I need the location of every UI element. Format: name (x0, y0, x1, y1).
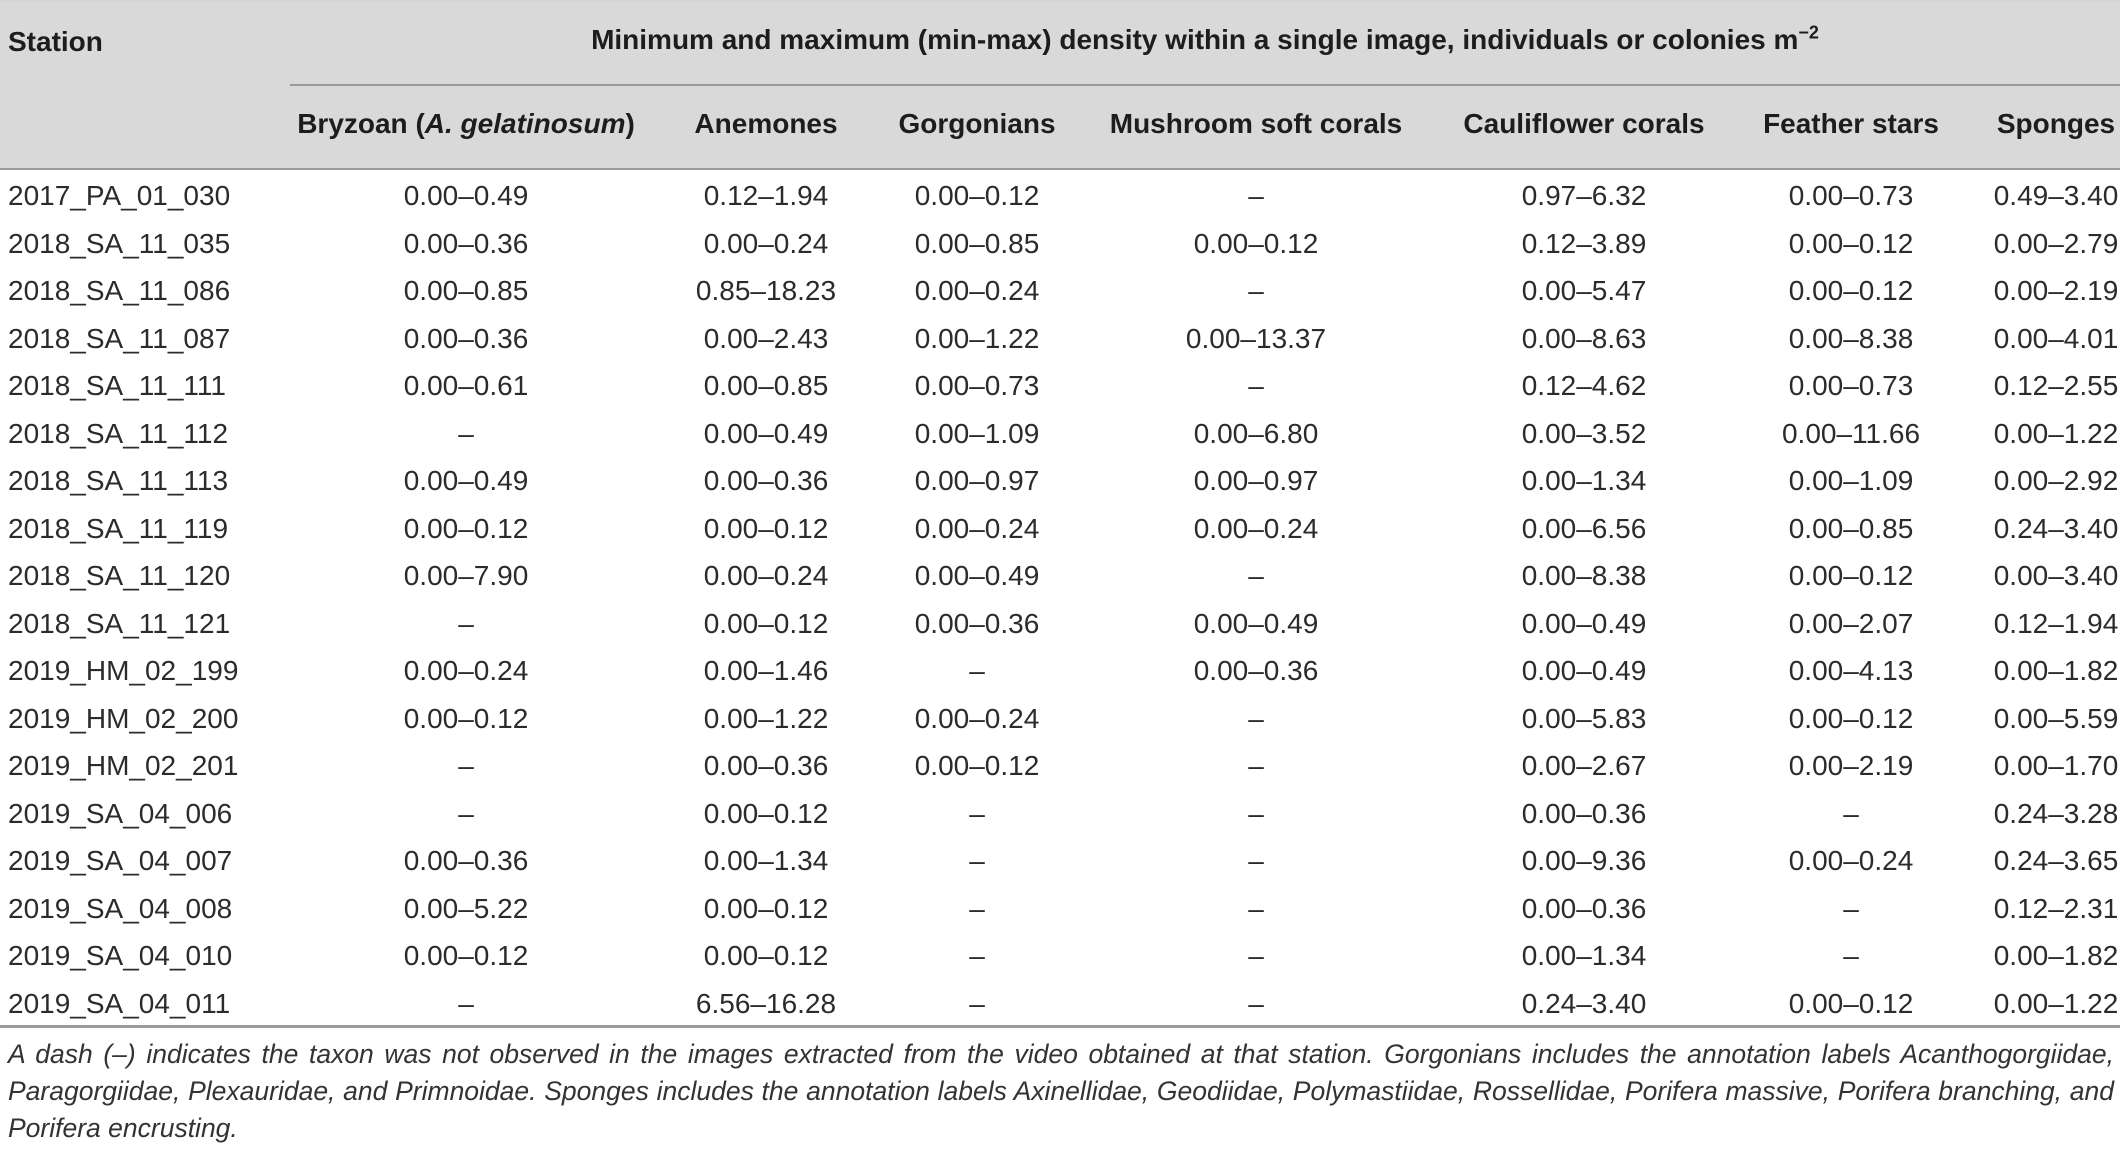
gorgonians-column-header: Gorgonians (898, 108, 1056, 139)
gorgonians-cell: – (969, 797, 985, 829)
anemones-cell: 0.00–0.12 (703, 940, 829, 971)
bryozoan-cell: 0.00–0.24 (403, 655, 529, 686)
cauliflower-cell: 0.00–0.49 (1521, 655, 1647, 686)
anemones-cell: 0.00–0.24 (703, 560, 829, 591)
table-row (0, 267, 2120, 315)
station-cell: 2018_SA_11_086 (8, 275, 231, 306)
density-unit-exponent: −2 (1798, 22, 1819, 43)
mushroom-cell: – (1248, 750, 1264, 781)
sponges-cell: 0.24–3.28 (1993, 797, 2119, 829)
bryozoan-cell: 0.00–0.12 (403, 940, 529, 971)
table-row (0, 742, 2120, 790)
cauliflower-cell: 0.24–3.40 (1521, 987, 1647, 1019)
anemones-cell: 0.12–1.94 (703, 180, 829, 211)
gorgonians-cell: 0.00–0.73 (914, 370, 1040, 401)
feather-stars-cell: 0.00–2.07 (1788, 607, 1914, 639)
mushroom-cell: – (1248, 845, 1264, 876)
bryozoan-cell: 0.00–0.36 (403, 322, 529, 354)
bryozoan-cell: – (458, 417, 474, 449)
cauliflower-cell: 0.00–6.56 (1521, 512, 1647, 544)
mushroom-cell: 0.00–0.12 (1193, 227, 1319, 259)
feather-stars-cell: 0.00–0.85 (1788, 512, 1914, 544)
sponges-column-header: Sponges (1996, 108, 2116, 139)
sponges-cell: 0.00–1.22 (1993, 417, 2119, 449)
station-cell: 2019_SA_04_010 (8, 940, 233, 971)
table-row (0, 505, 2120, 553)
anemones-cell: 0.00–0.85 (703, 370, 829, 401)
gorgonians-cell: 0.00–0.12 (914, 180, 1040, 211)
feather-stars-column-header: Feather stars (1763, 108, 1939, 139)
sponges-cell: 0.24–3.65 (1993, 845, 2119, 876)
sponges-cell: 0.12–1.94 (1993, 607, 2119, 639)
table-row (0, 362, 2120, 410)
density-span-header (290, 24, 2120, 56)
sponges-cell: 0.00–2.92 (1993, 465, 2119, 496)
bryozoan-cell: 0.00–0.49 (403, 180, 529, 211)
feather-stars-cell: 0.00–0.73 (1788, 180, 1914, 211)
mushroom-cell: – (1248, 370, 1264, 401)
anemones-cell: 0.00–0.12 (703, 892, 829, 924)
table-row (0, 837, 2120, 885)
table-bottom-rule (0, 1025, 2120, 1028)
header-bottom-rule (0, 168, 2120, 170)
bryozoan-cell: 0.00–0.85 (403, 275, 529, 306)
feather-stars-cell: 0.00–0.12 (1788, 560, 1914, 591)
feather-stars-cell: 0.00–0.73 (1788, 370, 1914, 401)
cauliflower-cell: 0.00–2.67 (1521, 750, 1647, 781)
anemones-cell: 0.00–0.36 (703, 750, 829, 781)
gorgonians-cell: 0.00–0.12 (914, 750, 1040, 781)
bryozoan-cell: 0.00–0.49 (403, 465, 529, 496)
feather-stars-cell: 0.00–4.13 (1788, 655, 1914, 686)
station-cell: 2018_SA_11_113 (8, 465, 229, 496)
table-footnote: A dash (–) indicates the taxon was not observed in the images extracted from the video obtained at that station. Gorgonians includes the annotation labels Acanthogorgiidae, Paragorgiidae, Plexauridae, and Primnoidae. Sponges includes the annotation labels Axinellidae, Geodiidae, Polymastiidae, Rossellidae, Porifera massive, Porifera branching, and Porifera encrusting. (8, 1039, 2114, 1143)
cauliflower-cell: 0.00–5.47 (1521, 275, 1647, 306)
anemones-cell: 0.00–0.49 (703, 417, 829, 449)
station-cell: 2019_HM_02_201 (8, 750, 239, 781)
gorgonians-cell: 0.00–0.49 (914, 560, 1040, 591)
gorgonians-cell: 0.00–1.22 (914, 322, 1040, 354)
cauliflower-cell: 0.00–1.34 (1521, 940, 1647, 971)
feather-stars-cell: 0.00–8.38 (1788, 322, 1914, 354)
mushroom-cell: 0.00–0.97 (1193, 465, 1319, 496)
bryozoan-column-header (297, 108, 635, 140)
station-cell: 2019_SA_04_008 (8, 892, 233, 924)
anemones-cell: 0.00–2.43 (703, 322, 829, 354)
sponges-cell: 0.49–3.40 (1993, 180, 2119, 211)
mushroom-cell: – (1248, 180, 1264, 211)
mushroom-cell: – (1248, 987, 1264, 1019)
station-cell: 2019_HM_02_200 (8, 702, 239, 734)
gorgonians-cell: 0.00–0.36 (914, 607, 1040, 639)
gorgonians-cell: – (969, 655, 985, 686)
table-row (0, 647, 2120, 695)
station-cell: 2018_SA_11_111 (8, 370, 226, 401)
table-row (0, 600, 2120, 648)
feather-stars-cell: 0.00–11.66 (1781, 417, 1921, 449)
feather-stars-cell: 0.00–2.19 (1788, 750, 1914, 781)
table-row (0, 980, 2120, 1028)
table-body (0, 172, 2120, 1027)
station-cell: 2019_SA_04_011 (8, 987, 231, 1019)
cauliflower-cell: 0.00–3.52 (1521, 417, 1647, 449)
gorgonians-cell: 0.00–0.24 (914, 702, 1040, 734)
sponges-cell: 0.00–1.22 (1993, 987, 2119, 1019)
station-cell: 2018_SA_11_119 (8, 512, 229, 544)
cauliflower-cell: 0.12–4.62 (1521, 370, 1647, 401)
anemones-cell: 6.56–16.28 (695, 987, 837, 1019)
mushroom-cell: – (1248, 560, 1264, 591)
mushroom-cell: 0.00–13.37 (1185, 322, 1327, 354)
anemones-cell: 0.00–1.22 (703, 702, 829, 734)
bryozoan-cell: 0.00–7.90 (403, 560, 529, 591)
cauliflower-cell: 0.00–8.63 (1521, 322, 1647, 354)
cauliflower-cell: 0.00–5.83 (1521, 702, 1647, 734)
mushroom-cell: 0.00–0.49 (1193, 607, 1319, 639)
station-cell: 2018_SA_11_112 (8, 417, 229, 449)
station-cell: 2017_PA_01_030 (8, 180, 231, 211)
gorgonians-cell: 0.00–0.85 (914, 227, 1040, 259)
feather-stars-cell: – (1843, 940, 1859, 971)
cauliflower-cell: 0.00–8.38 (1521, 560, 1647, 591)
anemones-cell: 0.00–0.36 (703, 465, 829, 496)
feather-stars-cell: 0.00–0.12 (1788, 227, 1914, 259)
bryozoan-header-suffix: ) (625, 108, 635, 139)
cauliflower-cell: 0.00–0.36 (1521, 797, 1647, 829)
gorgonians-cell: 0.00–1.09 (914, 417, 1040, 449)
gorgonians-cell: – (969, 987, 985, 1019)
cauliflower-cell: 0.97–6.32 (1521, 180, 1647, 211)
sponges-cell: 0.00–5.59 (1993, 702, 2119, 734)
mushroom-cell: – (1248, 940, 1264, 971)
cauliflower-cell: 0.00–0.49 (1521, 607, 1647, 639)
bryozoan-cell: 0.00–0.36 (403, 845, 529, 876)
table-row (0, 457, 2120, 505)
sponges-cell: 0.12–2.55 (1993, 370, 2119, 401)
table-row (0, 410, 2120, 458)
station-cell: 2018_SA_11_121 (8, 607, 231, 639)
station-cell: 2019_SA_04_007 (8, 845, 233, 876)
anemones-cell: 0.00–0.12 (703, 607, 829, 639)
table-row (0, 172, 2120, 220)
bryozoan-cell: – (458, 797, 474, 829)
bryozoan-cell: – (458, 750, 474, 781)
bryozoan-cell: – (458, 987, 474, 1019)
table-row (0, 932, 2120, 980)
gorgonians-cell: 0.00–0.24 (914, 275, 1040, 306)
feather-stars-cell: – (1843, 797, 1859, 829)
station-column-header: Station (8, 26, 103, 57)
mushroom-column-header: Mushroom soft corals (1109, 108, 1403, 139)
mushroom-cell: – (1248, 275, 1264, 306)
bryozoan-cell: 0.00–5.22 (403, 892, 529, 924)
sponges-cell: 0.00–1.82 (1993, 655, 2119, 686)
sponges-cell: 0.00–2.19 (1993, 275, 2119, 306)
bryozoan-cell: 0.00–0.61 (403, 370, 529, 401)
table-row (0, 790, 2120, 838)
anemones-cell: 0.00–0.12 (703, 797, 829, 829)
station-cell: 2018_SA_11_035 (8, 227, 231, 259)
station-cell: 2019_HM_02_199 (8, 655, 239, 686)
sponges-cell: 0.00–2.79 (1993, 227, 2119, 259)
mushroom-cell: – (1248, 702, 1264, 734)
anemones-cell: 0.00–0.12 (703, 512, 829, 544)
anemones-cell: 0.00–1.34 (703, 845, 829, 876)
cauliflower-cell: 0.00–1.34 (1521, 465, 1647, 496)
cauliflower-cell: 0.12–3.89 (1521, 227, 1647, 259)
gorgonians-cell: 0.00–0.97 (914, 465, 1040, 496)
mushroom-cell: 0.00–6.80 (1193, 417, 1319, 449)
bryozoan-cell: 0.00–0.12 (403, 512, 529, 544)
cauliflower-cell: 0.00–9.36 (1521, 845, 1647, 876)
gorgonians-cell: – (969, 892, 985, 924)
mushroom-cell: 0.00–0.24 (1193, 512, 1319, 544)
feather-stars-cell: 0.00–0.24 (1788, 845, 1914, 876)
span-header-rule (290, 84, 2120, 86)
table-row (0, 220, 2120, 268)
station-cell: 2019_SA_04_006 (8, 797, 233, 829)
feather-stars-cell: 0.00–0.12 (1788, 987, 1914, 1019)
station-cell: 2018_SA_11_087 (8, 322, 231, 354)
sponges-cell: 0.00–3.40 (1993, 560, 2119, 591)
gorgonians-cell: – (969, 940, 985, 971)
sponges-cell: 0.00–1.82 (1993, 940, 2119, 971)
table-row (0, 552, 2120, 600)
anemones-cell: 0.85–18.23 (695, 275, 837, 306)
bryozoan-header-prefix: Bryzoan ( (297, 108, 425, 139)
gorgonians-cell: 0.00–0.24 (914, 512, 1040, 544)
sponges-cell: 0.00–4.01 (1993, 322, 2119, 354)
cauliflower-cell: 0.00–0.36 (1521, 892, 1647, 924)
sponges-cell: 0.00–1.70 (1993, 750, 2119, 781)
table-row (0, 315, 2120, 363)
cauliflower-column-header: Cauliflower corals (1463, 108, 1705, 139)
feather-stars-cell: – (1843, 892, 1859, 924)
anemones-cell: 0.00–1.46 (703, 655, 829, 686)
bryozoan-cell: – (458, 607, 474, 639)
feather-stars-cell: 0.00–0.12 (1788, 275, 1914, 306)
bryozoan-cell: 0.00–0.36 (403, 227, 529, 259)
bryozoan-cell: 0.00–0.12 (403, 702, 529, 734)
feather-stars-cell: 0.00–1.09 (1788, 465, 1914, 496)
mushroom-cell: 0.00–0.36 (1193, 655, 1319, 686)
density-span-title: Minimum and maximum (min-max) density within a single image, individuals or colonies m (591, 24, 1799, 55)
sponges-cell: 0.24–3.40 (1993, 512, 2119, 544)
mushroom-cell: – (1248, 797, 1264, 829)
bryozoan-header-species: A. gelatinosum (424, 108, 626, 139)
station-cell: 2018_SA_11_120 (8, 560, 231, 591)
sponges-cell: 0.12–2.31 (1993, 892, 2119, 924)
feather-stars-cell: 0.00–0.12 (1788, 702, 1914, 734)
table-row (0, 885, 2120, 933)
table-header (0, 2, 2120, 168)
anemones-cell: 0.00–0.24 (703, 227, 829, 259)
mushroom-cell: – (1248, 892, 1264, 924)
gorgonians-cell: – (969, 845, 985, 876)
anemones-column-header: Anemones (694, 108, 838, 139)
table-row (0, 695, 2120, 743)
